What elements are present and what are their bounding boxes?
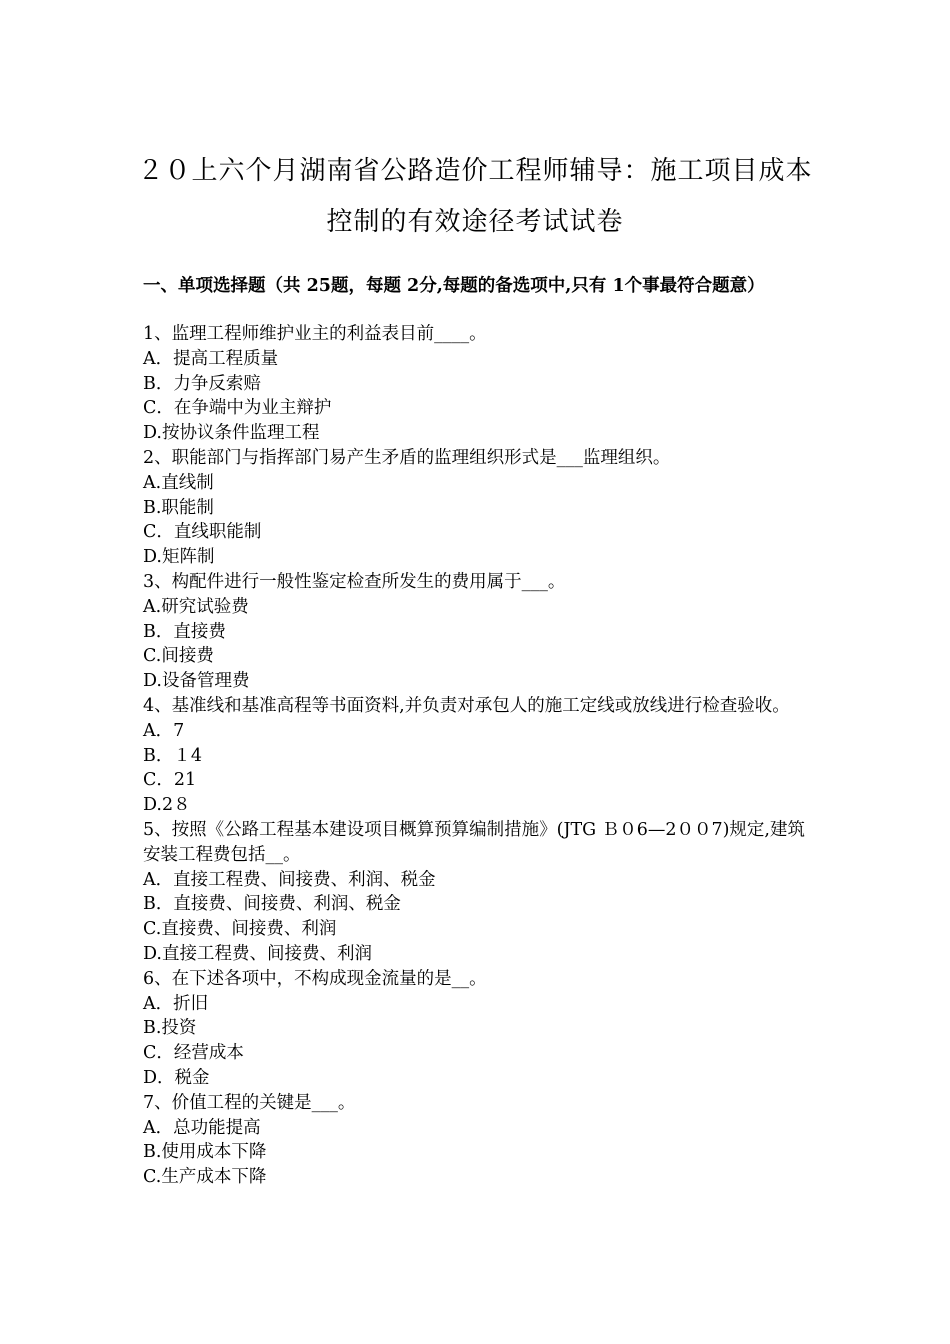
question-7-stem: 7、价值工程的关键是___。 bbox=[143, 1092, 356, 1113]
question-4-option-b: B．１4 bbox=[143, 745, 202, 766]
question-1-stem: 1、监理工程师维护业主的利益表目前____。 bbox=[143, 324, 487, 344]
question-2-option-c: C．直线职能制 bbox=[143, 522, 262, 543]
question-3-option-b: B．直接费 bbox=[143, 621, 226, 642]
question-6-option-a: A．折旧 bbox=[143, 993, 209, 1014]
question-2-option-d: D.矩阵制 bbox=[143, 547, 215, 568]
question-4-option-c: C．21 bbox=[143, 770, 197, 791]
question-5-stem: 5、按照《公路工程基本建设项目概算预算编制措施》(JTG Ｂ０6—2００7)规定,建筑安装工程费包括__。 bbox=[143, 819, 805, 865]
question-2-stem: 2、职能部门与指挥部门易产生矛盾的监理组织形式是___监理组织。 bbox=[143, 447, 671, 468]
question-1-option-a: A．提高工程质量 bbox=[143, 348, 279, 369]
question-2-option-b: B.职能制 bbox=[143, 497, 214, 518]
question-body bbox=[143, 322, 811, 1190]
document-title-line-2: 控制的有效途径考试试卷 bbox=[326, 207, 624, 237]
question-5-option-c: C.直接费、间接费、利润 bbox=[143, 919, 337, 940]
question-2-option-a: A.直线制 bbox=[143, 472, 214, 493]
document-title-line-1: ２０上六个月湖南省公路造价工程师辅导：施工项目成本 bbox=[137, 156, 813, 186]
question-3-option-d: D.设备管理费 bbox=[143, 671, 250, 692]
question-6-option-d: D．税金 bbox=[143, 1067, 210, 1088]
question-5-option-b: B．直接费、间接费、利润、税金 bbox=[143, 894, 401, 915]
question-4-stem: 4、基准线和基准高程等书面资料,并负责对承包人的施工定线或放线进行检查验收。 bbox=[143, 695, 790, 716]
question-7-option-a: A．总功能提高 bbox=[143, 1117, 261, 1138]
section-header: 一、单项选择题（共 25题，每题 2分,每题的备选项中,只有 1个事最符合题意） bbox=[143, 276, 765, 296]
question-4-option-d: D.2８ bbox=[143, 795, 191, 816]
question-7-option-b: B.使用成本下降 bbox=[143, 1142, 267, 1163]
question-3-option-c: C.间接费 bbox=[143, 646, 214, 667]
question-3-option-a: A.研究试验费 bbox=[143, 596, 249, 617]
question-5-option-a: A．直接工程费、间接费、利润、税金 bbox=[143, 869, 436, 890]
question-4-option-a: A．7 bbox=[143, 720, 185, 741]
question-7-option-c: C.生产成本下降 bbox=[143, 1167, 267, 1188]
question-1-option-c: C．在争端中为业主辩护 bbox=[143, 398, 332, 419]
question-6-option-b: B.投资 bbox=[143, 1018, 197, 1039]
question-3-stem: 3、构配件进行一般性鉴定检查所发生的费用属于___。 bbox=[143, 571, 566, 592]
question-5-option-d: D.直接工程费、间接费、利润 bbox=[143, 943, 372, 964]
question-6-stem: 6、在下述各项中，不构成现金流量的是__。 bbox=[143, 968, 487, 989]
question-6-option-c: C．经营成本 bbox=[143, 1043, 244, 1064]
question-1-option-b: B．力争反索赔 bbox=[143, 373, 261, 394]
question-1-option-d: D.按协议条件监理工程 bbox=[143, 423, 320, 444]
